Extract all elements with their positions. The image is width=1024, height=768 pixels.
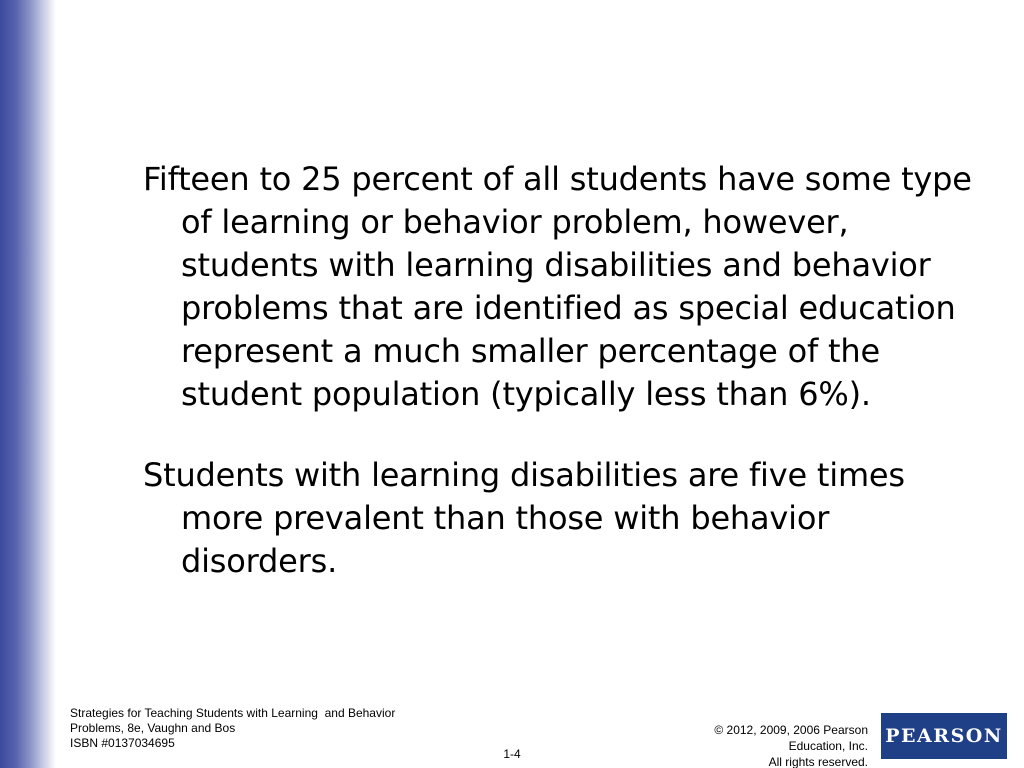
slide-content	[143, 158, 993, 621]
book-citation	[70, 706, 490, 751]
book-citation-line: ISBN #0137034695	[70, 736, 175, 750]
pearson-logo-text: PEARSON	[885, 725, 1003, 747]
left-gradient-bar	[0, 0, 56, 768]
copyright-notice	[628, 722, 868, 768]
book-citation-line: Strategies for Teaching Students with Learning and Behavior	[70, 706, 396, 720]
bullet-comparison: Students with learning disabilities are five times more prevalent than those with behavior disorders.	[143, 456, 905, 580]
bullet-prevalence: Fifteen to 25 percent of all students have some type of learning or behavior problem, however, students with learning disabilities and behavior problems that are identified as special education represent a much smaller percentage of the student population (typically less than 6%).	[143, 160, 972, 413]
page-number: 1-4	[503, 747, 521, 761]
copyright-line: Education, Inc.	[788, 739, 868, 753]
copyright-line: All rights reserved.	[768, 755, 868, 768]
pearson-logo	[881, 713, 1007, 759]
copyright-line: © 2012, 2009, 2006 Pearson	[714, 723, 868, 737]
book-citation-line: Problems, 8e, Vaughn and Bos	[70, 721, 236, 735]
